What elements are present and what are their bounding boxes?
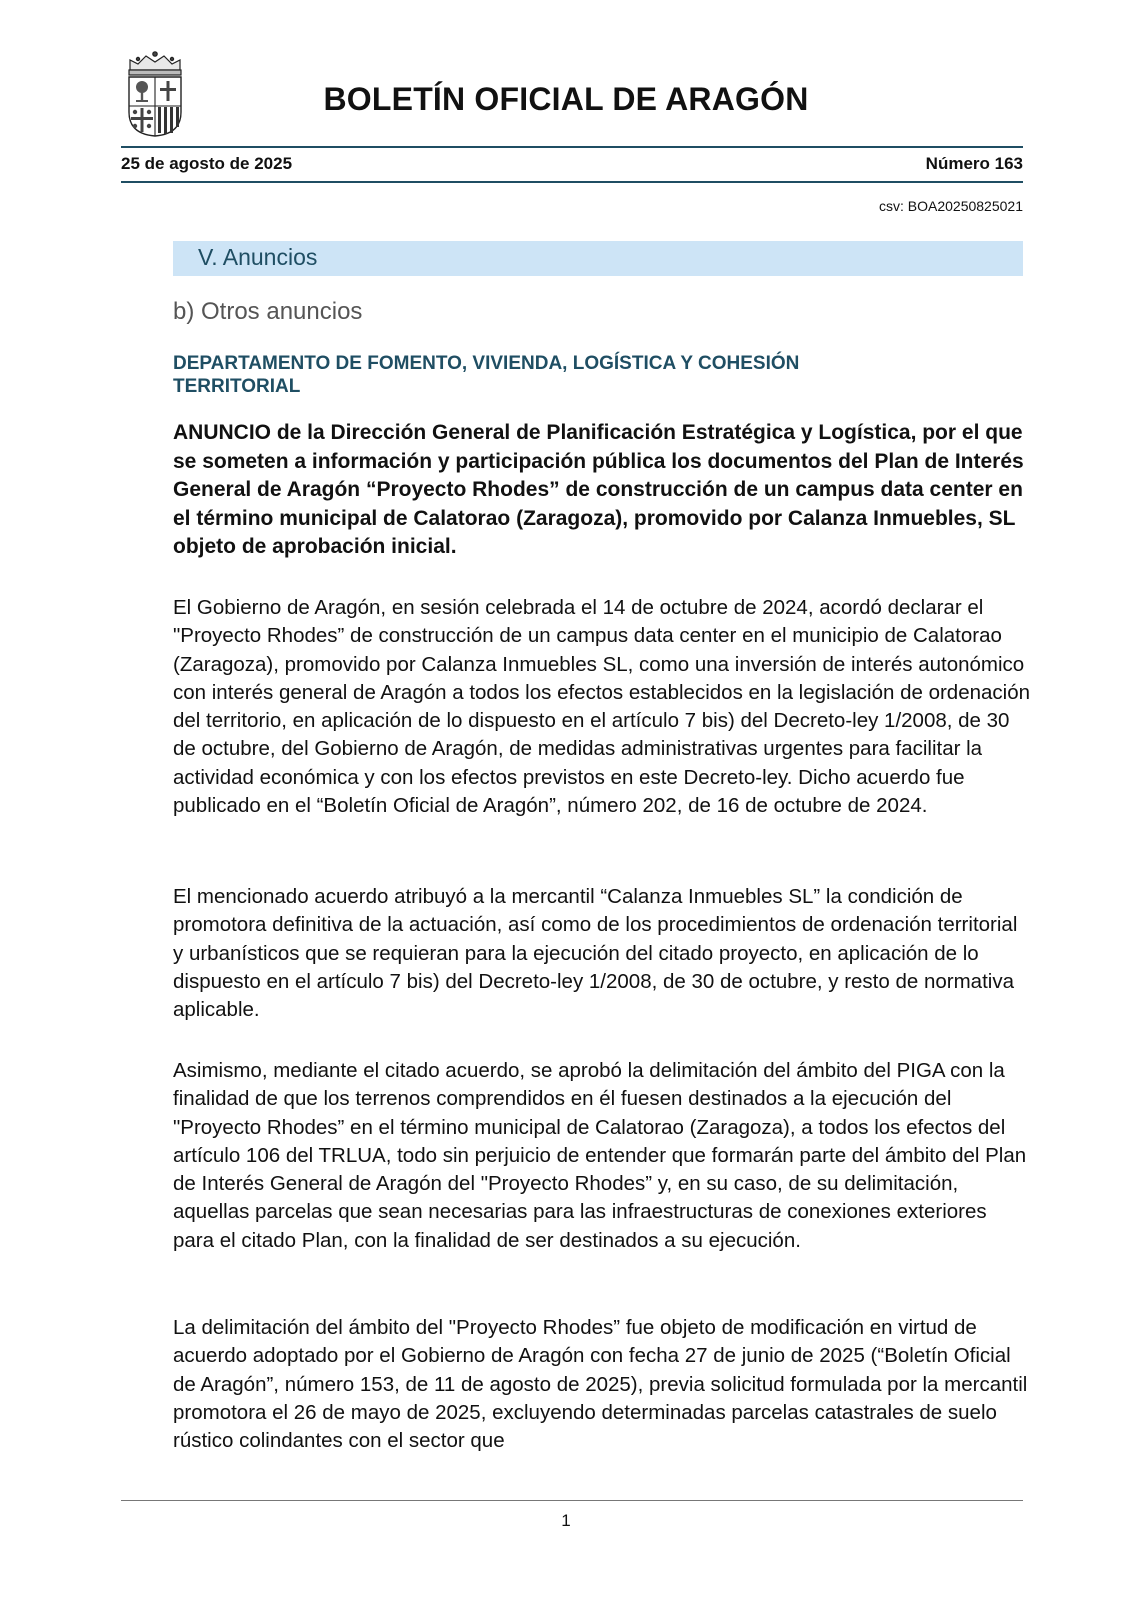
header-bottom-rule: [121, 181, 1023, 183]
bulletin-title: BOLETÍN OFICIAL DE ARAGÓN: [323, 81, 809, 117]
body-paragraph: El Gobierno de Aragón, en sesión celebrada el 14 de octubre de 2024, acordó declarar el "Proyecto Rhodes” de construcción de un campus data center en el municipio de Calatorao (Zaragoza), promovido por Calanza Inmuebles SL, como una inversión de interés autonómico con interés general de Aragón a todos los efectos establecidos en la legislación de ordenación del territorio, en aplicación de lo dispuesto en el artículo 7 bis) del Decreto-ley 1/2008, de 30 de octubre, del Gobierno de Aragón, de medidas administrativas urgentes para facilitar la actividad económica y con los efectos previstos en este Decreto-ley. Dicho acuerdo fue publicado en el “Boletín Oficial de Aragón”, número 202, de 16 de octubre de 2024.: [173, 596, 1031, 818]
subsection-label: b) Otros anuncios: [173, 298, 363, 325]
issue-date: 25 de agosto de 2025: [121, 154, 293, 173]
csv-code: csv: BOA20250825021: [879, 198, 1023, 214]
section-label: V. Anuncios: [198, 244, 318, 270]
issue-number: Número 163: [925, 154, 1023, 173]
department-heading: DEPARTAMENTO DE FOMENTO, VIVIENDA, LOGÍSTICA Y COHESIÓN TERRITORIAL: [173, 353, 800, 397]
body-paragraph: El mencionado acuerdo atribuyó a la mercantil “Calanza Inmuebles SL” la condición de promotora definitiva de la actuación, así como de los procedimientos de ordenación territorial y urbanísticos que se requieran para la ejecución del citado proyecto, en aplicación de lo dispuesto en el artículo 7 bis) del Decreto-ley 1/2008, de 30 de octubre, y resto de normativa aplicable.: [173, 885, 1018, 1022]
section-band: [173, 241, 1023, 276]
header-top-rule: [121, 146, 1023, 148]
announcement-title: ANUNCIO de la Dirección General de Planificación Estratégica y Logística, por el que se someten a información y participación pública los documentos del Plan de Interés General de Aragón “Proyecto Rhodes” de construcción de un campus data center en el término municipal de Calatorao (Zaragoza), promovido por Calanza Inmuebles, SL objeto de aprobación inicial.: [173, 421, 1024, 558]
footer-rule: [121, 1500, 1023, 1501]
body-paragraph: La delimitación del ámbito del "Proyecto Rhodes” fue objeto de modificación en virtud de acuerdo adoptado por el Gobierno de Aragón con fecha 27 de junio de 2025 (“Boletín Oficial de Aragón”, número 153, de 11 de agosto de 2025), previa solicitud formulada por la mercantil promotora el 26 de mayo de 2025, excluyendo determinadas parcelas catastrales de suelo rústico colindantes con el sector que: [173, 1316, 1028, 1453]
page-number: 1: [561, 1511, 571, 1530]
body-paragraph: Asimismo, mediante el citado acuerdo, se aprobó la delimitación del ámbito del PIGA con la finalidad de que los terrenos comprendidos en él fuesen destinados a la ejecución del "Proyecto Rhodes” en el término municipal de Calatorao (Zaragoza), a todos los efectos del artículo 106 del TRLUA, todo sin perjuicio de entender que formarán parte del ámbito del Plan de Interés General de Aragón del "Proyecto Rhodes” y, en su caso, de su delimitación, aquellas parcelas que sean necesarias para las infraestructuras de conexiones exteriores para el citado Plan, con la finalidad de ser destinados a su ejecución.: [173, 1059, 1027, 1252]
